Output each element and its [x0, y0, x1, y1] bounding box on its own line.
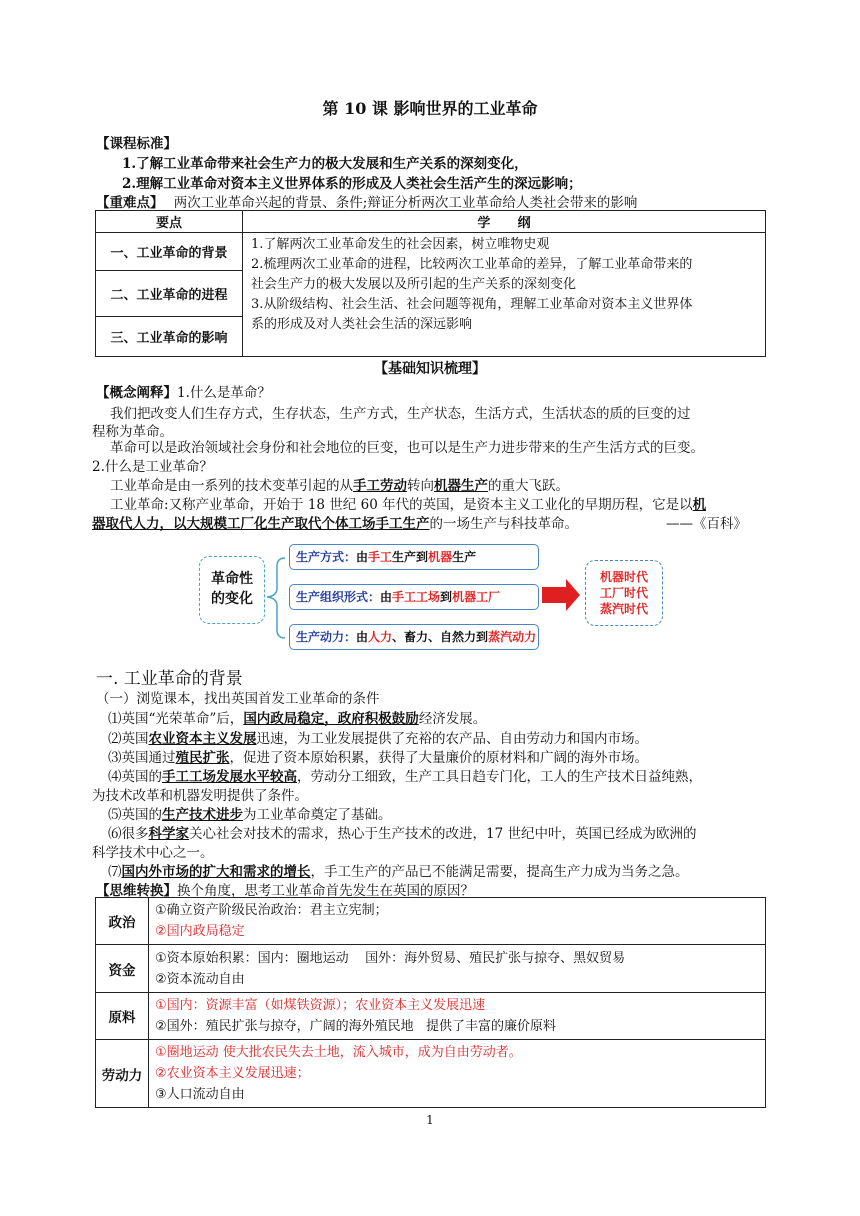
text-run: ⑶英国通过: [108, 750, 176, 766]
diagram-item-key: 生产组织形式：: [296, 590, 381, 604]
diagram-item-text: 由: [380, 590, 393, 604]
diagram-left-label-2: 的变化: [211, 591, 253, 607]
diagram-item-text: 生产: [452, 550, 477, 564]
text-run: ，手工生产的产品已不能满足需要，提高生产力成为当务之急。: [310, 864, 689, 880]
reason-line: ①圈地运动 使大批农民失去土地，流入城市，成为自由劳动者。: [155, 1045, 522, 1060]
diagram-result-line: 工厂时代: [599, 586, 648, 600]
outline-header-right: 学 纲: [243, 211, 766, 233]
condition-item: [108, 822, 696, 842]
standard-label: 【课程标准】: [96, 136, 177, 152]
text-run: ，劳动分工细致，生产工具日趋专门化，工人的生产技术日益纯熟，: [297, 769, 702, 785]
text-run: 转向: [407, 478, 434, 494]
reason-labor-label: 劳动力: [96, 1040, 149, 1108]
text-run: 工业革命是由一系列的技术变革引起的从: [110, 478, 353, 494]
diagram-item-text: 由: [356, 550, 369, 564]
outline-content-line: 3.从阶级结构、社会生活、社会问题等视角，理解工业革命对资本主义世界体: [251, 297, 693, 312]
reason-line: ②农业资本主义发展迅速；: [155, 1066, 310, 1081]
condition-item-cont: [92, 841, 214, 861]
emphasis-run: 手工劳动: [353, 478, 407, 494]
reason-line: ③人口流动自由: [155, 1087, 245, 1102]
reason-line: ①确立资产阶级民治政治：君主立宪制；: [155, 903, 388, 918]
outline-row-process: 二、工业革命的进程: [96, 271, 243, 317]
reason-line: ②国内政局稳定: [155, 924, 245, 939]
condition-item: [108, 860, 689, 880]
emphasis-run: 农业资本主义发展: [148, 731, 257, 747]
condition-item: [108, 727, 648, 747]
concept-source: ——《百科》: [666, 516, 747, 532]
reason-material-label: 原料: [96, 993, 149, 1040]
emphasis-run: 殖民扩张: [175, 750, 230, 766]
concept-paragraph-4a: [110, 493, 706, 513]
reason-line: ②资本流动自由: [155, 971, 245, 987]
text-run: ⑵英国: [108, 731, 149, 747]
emphasis-run: 国内外市场的扩大和需求的增长: [121, 864, 311, 880]
concept-label: 【概念阐释】: [96, 385, 177, 401]
reason-capital-label: 资金: [96, 945, 149, 993]
concept-paragraph-4b: [92, 512, 578, 532]
condition-item: [108, 746, 648, 766]
concept-paragraph-1b: 程称为革命。: [92, 424, 173, 440]
page-number: 1: [426, 1113, 434, 1127]
concept-question-1: 1.什么是革命？: [177, 385, 271, 401]
text-run: ⑷英国的: [108, 769, 162, 785]
page-title: 第 10 课 影响世界的工业革命: [322, 99, 538, 118]
reason-material-content: [149, 993, 766, 1040]
diagram-item-highlight: 机器工厂: [452, 590, 501, 604]
key-label: 【重难点】: [96, 195, 164, 211]
diagram-item-text: 到: [440, 590, 453, 604]
condition-item-cont: [92, 784, 308, 804]
text-run: ，促进了资本原始积累，获得了大量廉价的原材料和广阔的海外市场。: [229, 750, 648, 766]
diagram-item-key: 生产方式：: [296, 550, 357, 564]
section-subheading: （一）浏览课本，找出英国首发工业革命的条件: [96, 691, 380, 707]
concept-heading: [96, 381, 271, 401]
outline-content: [243, 233, 766, 357]
reason-capital-content: [149, 945, 766, 993]
reason-politics-label: 政治: [96, 898, 149, 945]
diagram-item-highlight: 机器: [428, 550, 453, 564]
condition-item: [108, 707, 486, 727]
emphasis-run: 机器生产: [434, 478, 488, 494]
reason-line: ①资本原始积累：国内：圈地运动 国外：海外贸易、殖民扩张与掠夺、黑奴贸易: [155, 950, 626, 966]
diagram-arrow: [542, 578, 582, 612]
standard-line-1: 1.了解工业革命带来社会生产力的极大发展和生产关系的深刻变化，: [122, 156, 528, 172]
text-run: ⑸英国的: [108, 807, 162, 823]
outline-row-impact: 三、工业革命的影响: [96, 317, 243, 357]
diagram-item-highlight: 蒸汽动力: [488, 630, 537, 644]
diagram-item-highlight: 人力: [368, 630, 393, 644]
reasons-table: [95, 897, 766, 1108]
diagram-result-line: 蒸汽时代: [599, 602, 648, 616]
outline-table: [95, 210, 766, 357]
diagram-item-mode: [289, 544, 539, 570]
think-heading: [96, 879, 474, 899]
diagram-result-line: 机器时代: [599, 570, 648, 584]
text-run: 为工业革命奠定了基础。: [243, 807, 392, 823]
key-points: [96, 191, 637, 211]
text-run: 的重大飞跃。: [488, 478, 569, 494]
emphasis-run: 科学家: [148, 826, 189, 842]
reason-labor-content: [149, 1040, 766, 1108]
condition-item: [108, 803, 392, 823]
emphasis-run: 机: [692, 497, 707, 513]
text-run: 的一场生产与科技革命。: [429, 516, 578, 532]
diagram-item-organization: [289, 584, 539, 610]
outline-content-line: 1.了解两次工业革命发生的社会因素，树立唯物史观: [251, 237, 550, 252]
standard-line-2: 2.理解工业革命对资本主义世界体系的形成及人类社会生活产生的深远影响；: [122, 176, 582, 192]
diagram-item-text: 生产到: [392, 550, 429, 564]
text-run: 经济发展。: [418, 711, 487, 727]
outline-content-line: 系的形成及对人类社会生活的深远影响: [251, 317, 473, 332]
emphasis-run: 手工工场发展水平较高: [162, 769, 297, 785]
outline-header-left: 要点: [96, 211, 243, 233]
emphasis-run: 生产技术进步: [162, 807, 243, 823]
outline-content-line: 社会生产力的极大发展以及所引起的生产关系的深刻变化: [251, 277, 577, 292]
outline-row-background: 一、工业革命的背景: [96, 233, 243, 271]
concept-paragraph-3: [110, 474, 569, 494]
diagram-item-text: 由: [356, 630, 369, 644]
outline-content-line: 2.梳理两次工业革命的进程，比较两次工业革命的差异，了解工业革命带来的: [251, 257, 693, 272]
text-run: 迅速，为工业发展提供了充裕的农产品、自由劳动力和国内市场。: [256, 731, 648, 747]
section-heading: 一. 工业革命的背景: [96, 669, 243, 689]
text-run: ⑴英国“光荣革命”后，: [108, 711, 244, 727]
text-run: ⑹很多: [108, 826, 149, 842]
diagram-item-highlight: 手工: [368, 550, 393, 564]
concept-paragraph-2: 革命可以是政治领域社会身份和社会地位的巨变，也可以是生产力进步带来的生产生活方式的巨变。: [110, 440, 704, 456]
text-run: 工业革命:又称产业革命，开始于 18 世纪 60 年代的英国，是资本主义工业化的早期历程，它是以: [110, 497, 693, 513]
think-text: 换个角度，思考工业革命首先发生在英国的原因？: [177, 883, 474, 899]
diagram-item-key: 生产动力：: [296, 630, 357, 644]
diagram-item-highlight: 手工工场: [392, 590, 441, 604]
text-run: 关心社会对技术的需求，热心于生产技术的改进，17 世纪中叶，英国已经成为欧洲的: [189, 826, 697, 842]
text-run: 科学技术中心之一。: [92, 845, 214, 861]
condition-item: [108, 765, 702, 785]
text-run: ⑺: [108, 864, 122, 880]
key-text: 两次工业革命兴起的背景、条件;辩证分析两次工业革命给人类社会带来的影响: [173, 195, 638, 211]
think-label: 【思维转换】: [96, 883, 177, 899]
text-run: 为技术改革和机器发明提供了条件。: [92, 788, 308, 804]
reason-line: ①国内：资源丰富（如煤铁资源）；农业资本主义发展迅速: [155, 998, 486, 1013]
emphasis-run: 器取代人力，以大规模工厂化生产取代个体工场手工生产: [92, 516, 430, 532]
basics-heading: 【基础知识梳理】: [374, 361, 486, 377]
concept-paragraph-1a: 我们把改变人们生存方式，生存状态，生产方式，生产状态，生活方式，生活状态的质的巨变的过: [110, 406, 691, 422]
concept-question-2: 2.什么是工业革命？: [92, 459, 213, 475]
diagram-item-text: 、畜力、自然力到: [392, 630, 489, 644]
diagram-result-box: [585, 560, 663, 626]
diagram-left-box: [199, 556, 265, 624]
diagram-left-label-1: 革命性: [211, 571, 253, 587]
reason-line: ②国外：殖民扩张与掠夺，广阔的海外殖民地 提供了丰富的廉价原料: [155, 1019, 557, 1034]
diagram-item-power: [289, 624, 539, 650]
reason-politics-content: [149, 898, 766, 945]
emphasis-run: 国内政局稳定，政府积极鼓励: [243, 711, 419, 727]
